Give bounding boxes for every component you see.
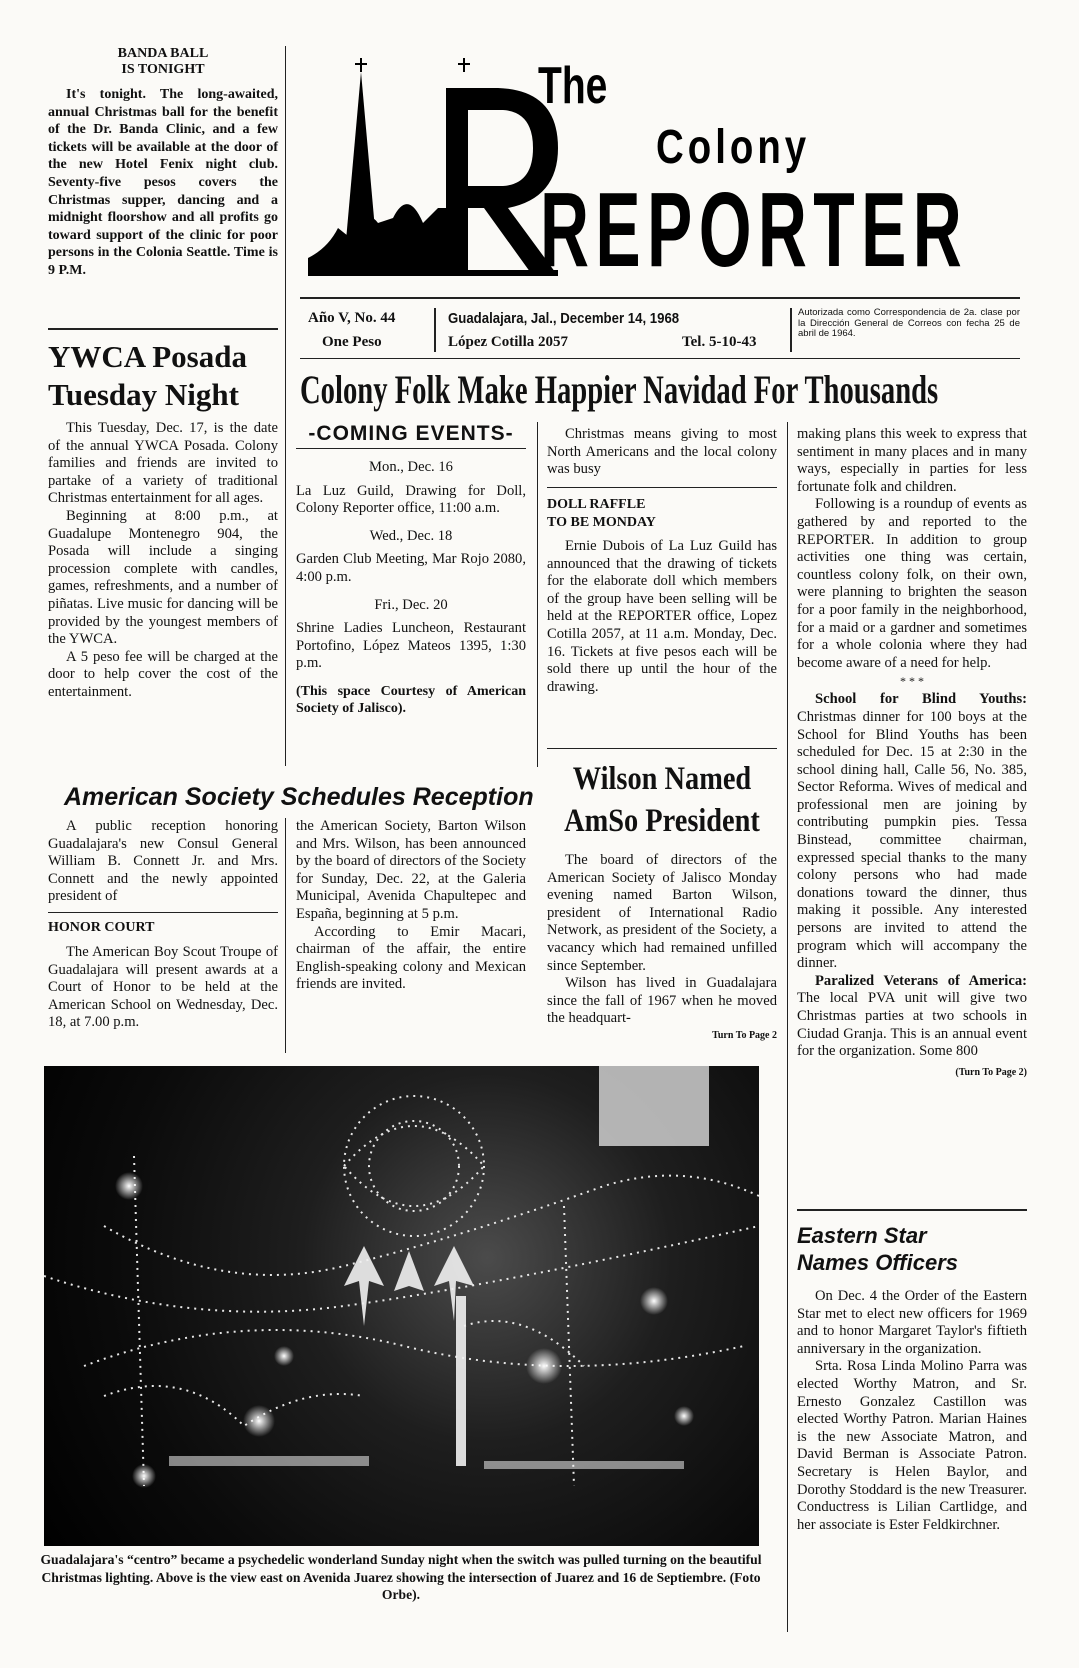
photo-caption: Guadalajara's “centro” became a psychedelic wonderland Sunday night when the switch was pulled turning on the beautiful Christmas lighting. Above is the view east on Avenida Juarez showing the intersection of Juarez and 16 de Septiembre. (Foto Orbe). (40, 1552, 762, 1602)
christmas-lights-image (44, 1066, 759, 1546)
events-courtesy: (This space Courtesy of American Society of Jalisco). (296, 683, 526, 716)
amsoc-lead: A public reception honoring Guadalajara's new Consul General William B. Connett Jr. and Mrs. Connett and the newly appointed president of (48, 818, 278, 905)
pva-text: The local PVA unit will give two Christmas parties at two schools in Ciudad Granja. This is an annual event for the organization. Some 800 (797, 990, 1027, 1060)
banda-body: It's tonight. The long-awaited, annual Christmas ball for the benefit of the Dr. Banda Clinic, and a few tickets will be available at the door of the new Hotel Fenix night club. Seventy-five pesos covers the Christmas supper, dancing and a midnight floorshow and all profits go toward support of the clinic for poor persons in the Colonia Seattle. Time is 9 P.M. (48, 87, 278, 278)
event-text: La Luz Guild, Drawing for Doll, Colony Reporter office, 11:00 a.m. (296, 482, 526, 517)
ywca-body: This Tuesday, Dec. 17, is the date of the annual YWCA Posada. Colony families and friends are invited to partake of a variety of traditional Christmas entertainment for all ages. Beginning at 8:00 p.m., at Guadalupe Montenegro 904, the Posada will include a singing procession complete with candles, games, refreshments, and a number of piñatas. Live music for dancing will be provided by the youngest members of the YWCA. A 5 peso fee will be charged at the door to help cover the cost of the entertainment. (48, 420, 278, 700)
coming-events-title: -COMING EVENTS- (308, 422, 514, 445)
event-date: Fri., Dec. 20 (374, 596, 448, 613)
main-headline: Colony Folk Make Happier Navidad For Thousands (300, 367, 939, 412)
masthead-colony: Colony (656, 121, 811, 174)
masthead-reporter: REPORTER (540, 171, 969, 289)
ywca-headline: YWCA Posada Tuesday Night (48, 339, 247, 412)
dateline-divider (790, 308, 792, 352)
church-logo-icon (308, 58, 558, 283)
navidad-jump: (Turn To Page 2) (955, 1066, 1027, 1078)
issue-number: Año V, No. 44 (308, 310, 396, 326)
blind-youths-label: School for Blind Youths: (815, 691, 1027, 708)
eastern-star-body: On Dec. 4 the Order of the Eastern Star met to elect new officers for 1969 and to honor Margaret Taylor's fiftieth anniversary in the organization. Srta. Rosa Linda Molino Parra was elected Worthy Matron, and Sr. Ernesto Gonzalez Castillon was elected Worthy Patron. Marian Haines is the new Associate Matron, and David Berman is Associate Patron. Secretary is Helen Baylor, and Dorothy Stoddard is the new Treasurer. Conductress is Lilian Cartlidge, and her associate is Ester Feldkirchner. (797, 1288, 1027, 1533)
telephone: Tel. 5-10-43 (682, 334, 757, 350)
column-rule (285, 818, 286, 1053)
christmas-lights-photo (44, 1066, 759, 1546)
divider (48, 328, 278, 330)
pva-label: Paralized Veterans of America: (815, 972, 1027, 989)
divider (797, 1209, 1027, 1211)
banda-headline: BANDA BALL IS TONIGHT (117, 46, 209, 77)
events-list (296, 459, 526, 673)
wilson-body: The board of directors of the American Society of Jalisco Monday evening named Barton Wilson, president of International Radio Network, as president of the Society, a vacancy which had remained unfilled since September. Wilson has lived in Guadalajara since the fall of 1967 when he moved the headquart- (547, 852, 777, 1027)
honor-court-article (48, 920, 278, 1032)
dateline-rule (300, 358, 1020, 359)
banda-article (48, 46, 278, 280)
address: López Cotilla 2057 (448, 334, 568, 350)
raffle-body: Ernie Dubois of La Luz Guild has announced that the drawing of tickets for the elaborate doll which members of the group have been selling will be held at the REPORTER office, Lopez Cotilla 2057, at 11 a.m. Monday, Dec. 16. Tickets at five pesos each will be sold there up until the hour of the drawing. (547, 538, 777, 695)
event-date: Mon., Dec. 16 (369, 459, 453, 475)
masthead-rule (300, 297, 1020, 299)
city-date: Guadalajara, Jal., December 14, 1968 (448, 310, 680, 327)
dateline (300, 306, 1020, 356)
wilson-headline: Wilson Named AmSo President (564, 761, 760, 839)
section-stars: * * * (900, 674, 924, 689)
honor-court-body: The American Boy Scout Troupe of Guadalajara will present awards at a Court of Honor to be held at the American School on Wednesday, Dec. 18, at 7.00 p.m. (48, 944, 278, 1031)
amsoc-headline: American Society Schedules Reception (64, 783, 534, 811)
events-rule (296, 448, 526, 449)
coming-events-box (296, 422, 526, 717)
event-text: Shrine Ladies Luncheon, Restaurant Portofino, López Mateos 1395, 1:30 p.m. (296, 620, 526, 672)
event-text: Garden Club Meeting, Mar Rojo 2080, 4:00 p.m. (296, 551, 526, 585)
eastern-star-headline: Eastern Star Names Officers (797, 1223, 959, 1275)
column-rule (285, 46, 286, 766)
masthead-the: The (538, 57, 608, 115)
ywca-article (48, 338, 278, 702)
amsoc-body: the American Society, Barton Wilson and Mrs. Wilson, has been announced by the board of directors of the Society for Sunday, Dec. 22, at the Galeria Municipal, Avenida Chapultepec and España, beginning at 5 p.m. According to Emir Macari, chairman of the affair, the entire English-speaking colony and Mexican friends are invited. (296, 818, 526, 993)
column-rule (537, 422, 538, 767)
navidad-col2 (797, 426, 1027, 1078)
raffle-headline: DOLL RAFFLE TO BE MONDAY (547, 497, 656, 530)
navidad-body: making plans this week to express that sentiment in many places and in many ways, especially in parties for less fortunate folk and children. Following is a roundup of events as gathered by and reported to the REPORTER. In addition to group activities one thing was certain, countless colony folk, on their own, were planning to brighten the season for a poor family in the neighborhood, for a maid or a gardner and sometimes for a whole colonia where they had become aware of a need for help. (797, 426, 1027, 671)
event-date: Wed., Dec. 18 (369, 527, 453, 544)
pva-item (797, 973, 1027, 1061)
amsoc-col2 (296, 818, 526, 994)
price: One Peso (322, 334, 382, 350)
raffle-article (547, 496, 777, 696)
column-rule (787, 422, 788, 1632)
navidad-col1 (547, 426, 777, 479)
navidad-lead: Christmas means giving to most North Americans and the local colony was busy (547, 426, 777, 478)
divider (547, 748, 777, 749)
dateline-divider (434, 308, 436, 352)
honor-court-headline: HONOR COURT (48, 920, 155, 935)
blind-youths-item (797, 691, 1027, 973)
divider (547, 487, 777, 488)
blind-youths-text: Christmas dinner for 100 boys at the School for Blind Youths has been scheduled for Dec. 15 at 2:30 in the school dining hall, Calle 56, No. 385, Sector Reforma. Wives of medical and professional men are joining by contributing pumpkin pies. Tessa Binstead, committee chairman, expressed special thanks to the many colony persons who had made donations toward the dinner, thus making it possible. Any interested persons are invited to attend the program which will accompany the dinner. (797, 708, 1027, 972)
eastern-star-article (797, 1222, 1027, 1534)
amsoc-col1 (48, 818, 278, 906)
postal-registration: Autorizada como Correspondencia de 2a. clase por la Dirección General de Correos con fecha 25 de abril de 1964. (798, 307, 1020, 339)
wilson-jump: Turn To Page 2 (712, 1029, 777, 1041)
masthead (300, 58, 1020, 288)
wilson-article (547, 758, 777, 1041)
divider (48, 912, 278, 913)
